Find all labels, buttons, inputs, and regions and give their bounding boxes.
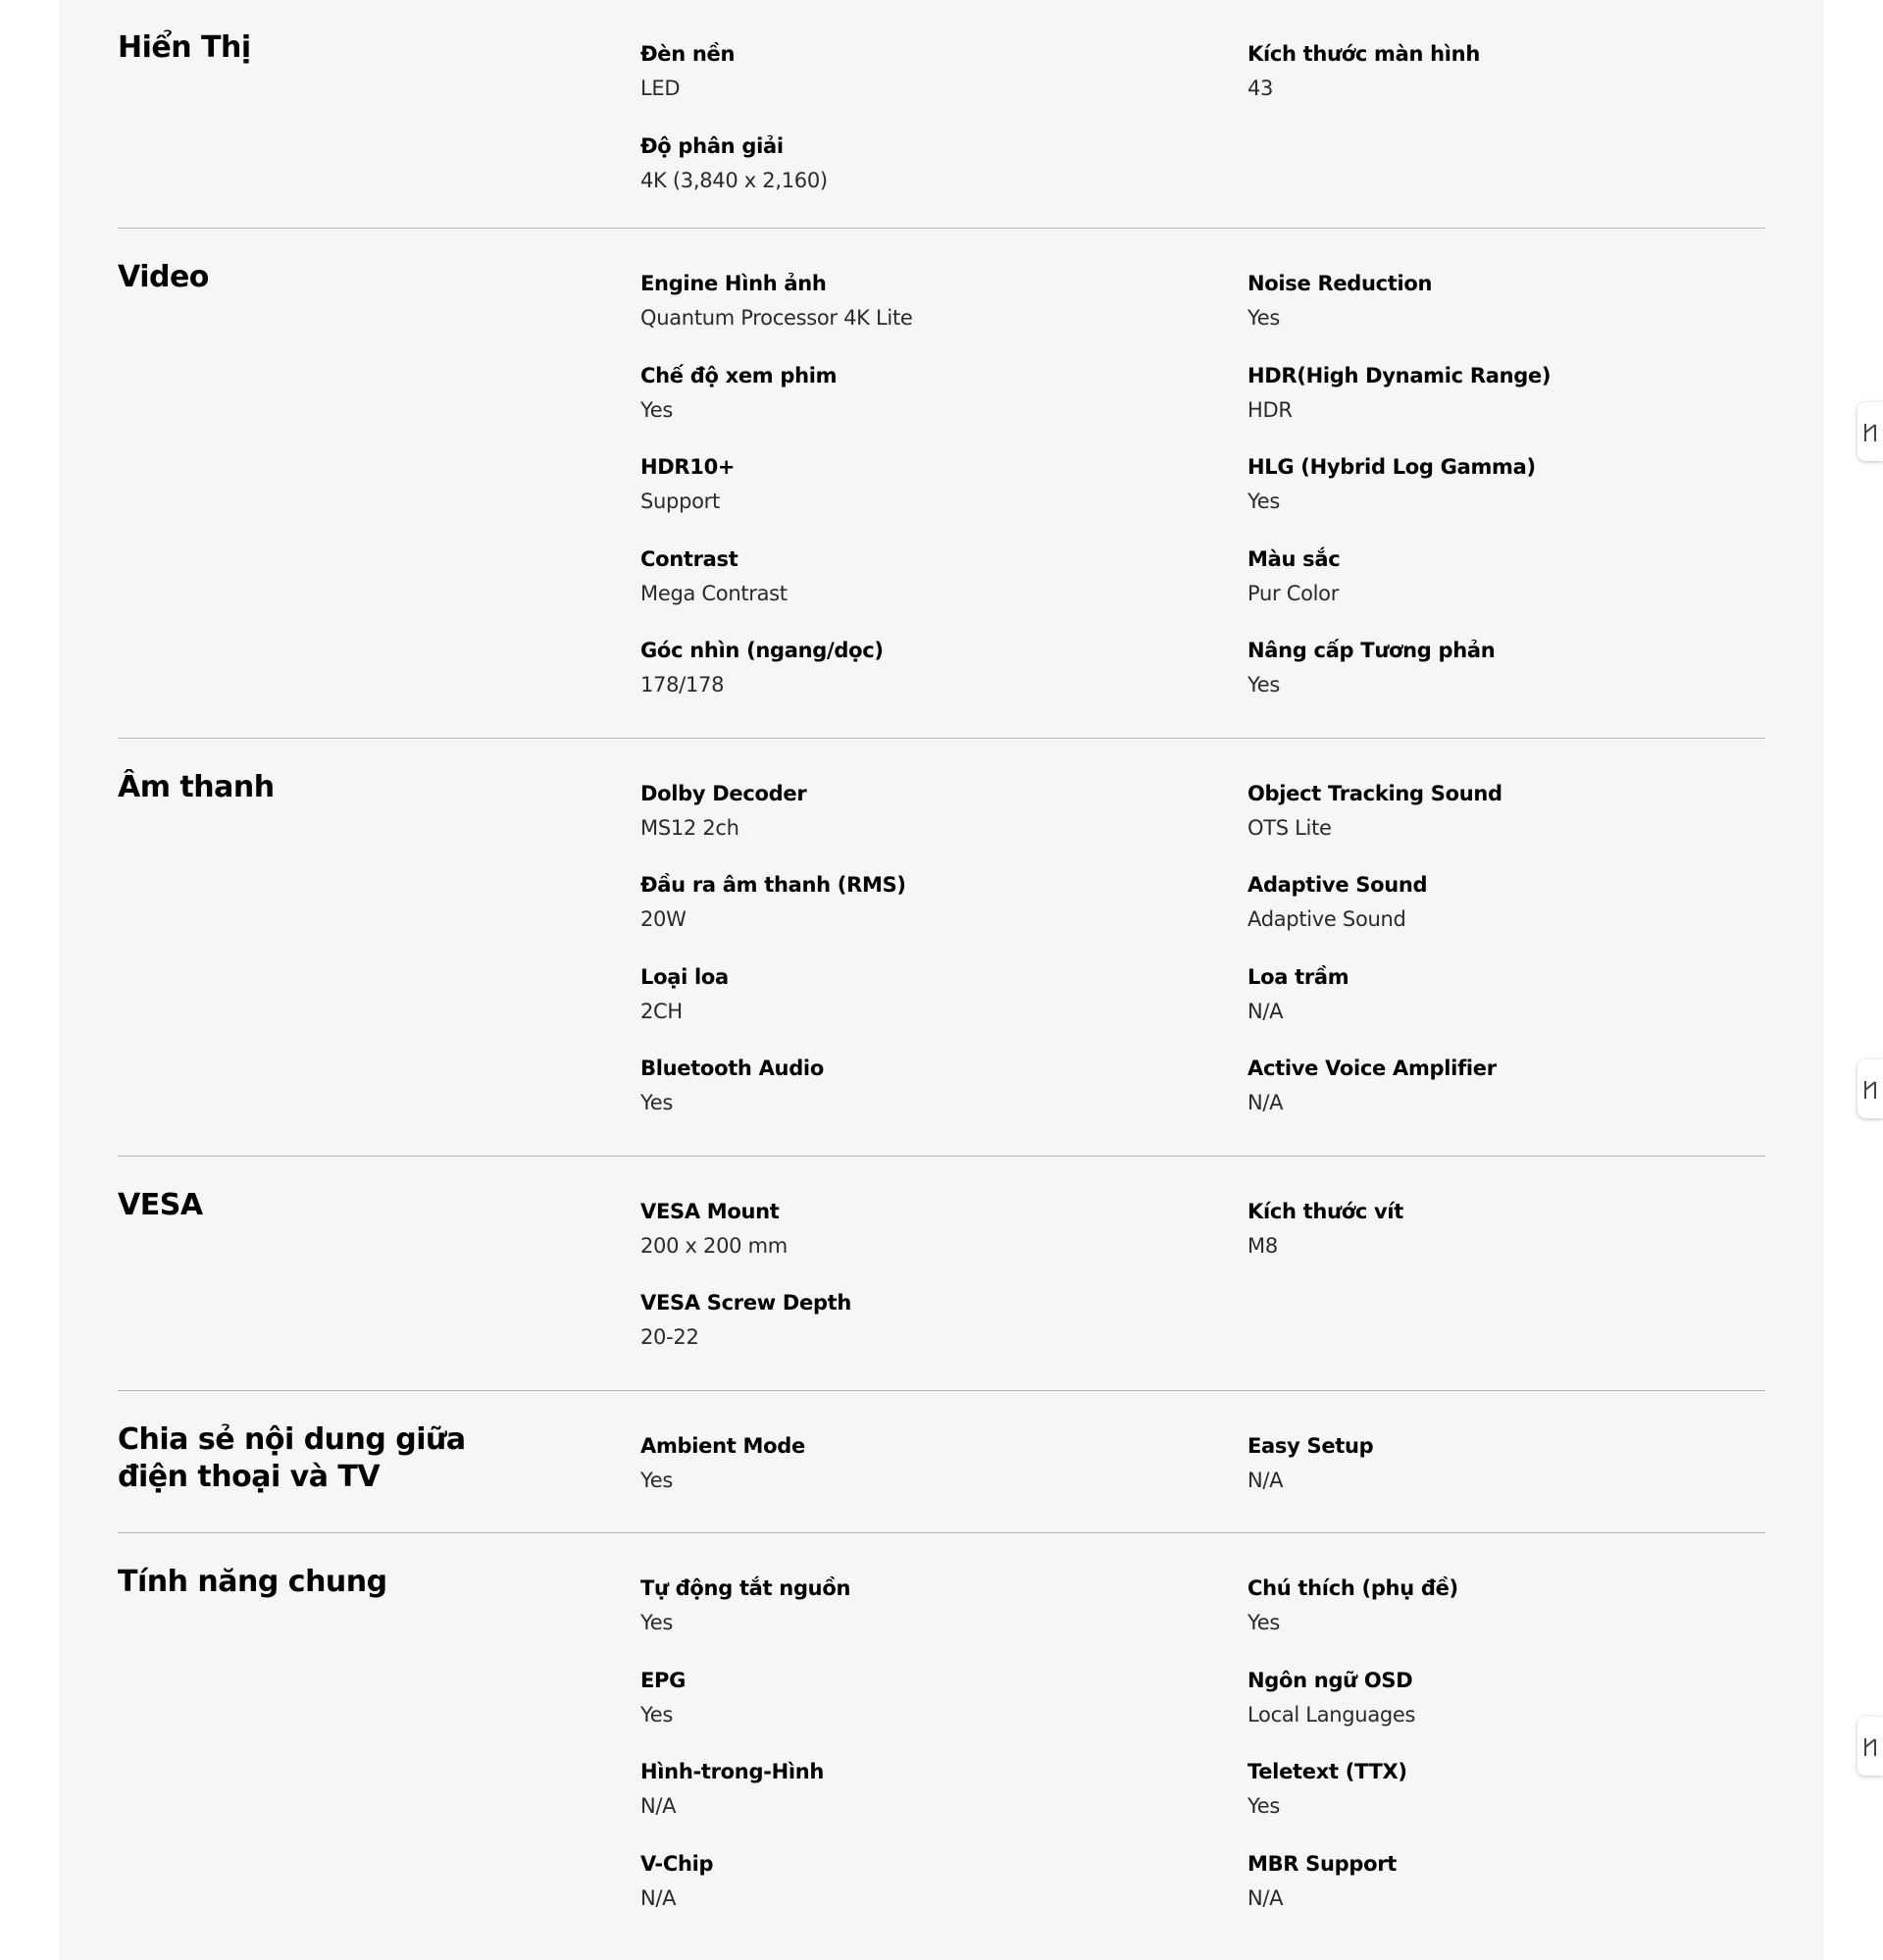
spec-label: Easy Setup: [1247, 1433, 1374, 1458]
spec-label: VESA Screw Depth: [640, 1291, 852, 1315]
spec-label: Ambient Mode: [640, 1433, 805, 1458]
spec-value: N/A: [1247, 1468, 1284, 1492]
spec-label: V-Chip: [640, 1851, 714, 1876]
spec-item: [640, 870, 1190, 934]
spec-value: HDR: [1247, 397, 1293, 422]
spec-label: Đèn nền: [640, 42, 736, 66]
spec-label: Đầu ra âm thanh (RMS): [640, 873, 906, 897]
spec-value: 4K (3,840 x 2,160): [640, 168, 828, 192]
spec-label: Adaptive Sound: [1247, 873, 1428, 897]
spec-item: [640, 361, 1190, 425]
section-title: Video: [118, 260, 209, 294]
spec-item: [640, 1054, 1190, 1117]
spec-label: EPG: [640, 1668, 687, 1692]
spec-label: Active Voice Amplifier: [1247, 1057, 1497, 1080]
spec-item: [1247, 1757, 1797, 1821]
spec-value: Yes: [1247, 673, 1280, 696]
spec-item: [1247, 1431, 1797, 1495]
spec-label: Độ phân giải: [640, 133, 784, 158]
spec-item: [640, 779, 1190, 843]
spec-label: HDR(High Dynamic Range): [1247, 363, 1552, 387]
spec-label: Loại loa: [640, 964, 729, 989]
spec-value: Yes: [640, 1091, 673, 1114]
spec-value: Yes: [1247, 490, 1280, 513]
spec-label: Object Tracking Sound: [1247, 781, 1502, 805]
spec-value: 178/178: [640, 673, 725, 696]
spec-item: [1247, 361, 1797, 425]
spec-item: [1247, 452, 1797, 516]
spec-label: HLG (Hybrid Log Gamma): [1247, 455, 1536, 479]
spec-value: 200 x 200 mm: [640, 1233, 788, 1258]
spec-item: [640, 1431, 1190, 1495]
spec-label: Nâng cấp Tương phản: [1247, 639, 1496, 662]
spec-item: [640, 1849, 1190, 1913]
spec-item: [640, 962, 1190, 1026]
spec-label: Tự động tắt nguồn: [640, 1576, 851, 1600]
spec-value: N/A: [1247, 999, 1284, 1023]
spec-item: [1247, 870, 1797, 934]
spec-value: N/A: [640, 1794, 677, 1818]
spec-item: [1247, 779, 1797, 843]
spec-item: [1247, 269, 1797, 333]
spec-section: [118, 1392, 1765, 1534]
spec-value: MS12 2ch: [640, 815, 739, 840]
spec-item: [1247, 544, 1797, 608]
compare-icon: [1862, 422, 1878, 443]
spec-item: [640, 1197, 1190, 1261]
spec-item: [1247, 962, 1797, 1026]
spec-item: [640, 452, 1190, 516]
spec-item: [640, 544, 1190, 608]
spec-item: [1247, 1849, 1797, 1913]
spec-item: [1247, 1573, 1797, 1637]
spec-label: Ngôn ngữ OSD: [1247, 1668, 1413, 1692]
spec-label: Hình-trong-Hình: [640, 1760, 825, 1783]
spec-section: [118, 1158, 1765, 1391]
spec-value: N/A: [1247, 1885, 1284, 1910]
spec-value: 20-22: [640, 1325, 699, 1349]
spec-label: MBR Support: [1247, 1851, 1398, 1876]
spec-item: [1247, 39, 1797, 103]
spec-item: [640, 1573, 1190, 1637]
spec-label: Chế độ xem phim: [640, 363, 838, 387]
spec-label: Chú thích (phụ đề): [1247, 1576, 1458, 1600]
spec-section: [118, 1534, 1765, 1950]
spec-item: [640, 1666, 1190, 1729]
spec-label: Noise Reduction: [1247, 272, 1433, 295]
spec-value: Quantum Processor 4K Lite: [640, 306, 913, 330]
spec-value: Yes: [640, 397, 673, 422]
spec-item: [640, 1757, 1190, 1821]
side-compare-tab[interactable]: [1858, 1717, 1883, 1776]
spec-value: Yes: [640, 1702, 673, 1727]
spec-item: [1247, 1666, 1797, 1729]
spec-value: Yes: [1247, 1611, 1280, 1634]
spec-value: Yes: [1247, 306, 1280, 330]
spec-label: Kích thước vít: [1247, 1199, 1404, 1223]
spec-label: Màu sắc: [1247, 546, 1341, 571]
spec-label: HDR10+: [640, 455, 736, 479]
compare-icon: [1862, 1736, 1878, 1758]
spec-item: [1247, 636, 1797, 699]
spec-value: Yes: [1247, 1794, 1280, 1818]
spec-value: Support: [640, 490, 720, 513]
spec-label: VESA Mount: [640, 1199, 780, 1223]
spec-label: Loa trầm: [1247, 964, 1349, 989]
spec-item: [640, 131, 1190, 195]
spec-label: Góc nhìn (ngang/dọc): [640, 639, 884, 662]
spec-value: OTS Lite: [1247, 815, 1332, 840]
section-title: Tính năng chung: [118, 1565, 387, 1599]
spec-value: 2CH: [640, 999, 683, 1023]
spec-value: 43: [1247, 77, 1274, 100]
side-compare-tab[interactable]: [1858, 1059, 1883, 1118]
spec-value: N/A: [1247, 1091, 1284, 1114]
spec-value: M8: [1247, 1233, 1278, 1258]
section-title: VESA: [118, 1187, 203, 1222]
spec-value: Pur Color: [1247, 581, 1340, 605]
spec-section: [118, 740, 1765, 1157]
section-title: Hiển Thị: [118, 30, 251, 65]
spec-label: Engine Hình ảnh: [640, 272, 827, 295]
spec-value: N/A: [640, 1885, 677, 1910]
spec-label: Bluetooth Audio: [640, 1057, 824, 1080]
spec-label: Teletext (TTX): [1247, 1760, 1407, 1783]
spec-item: [1247, 1054, 1797, 1117]
spec-item: [640, 1288, 1190, 1352]
spec-value: Yes: [640, 1468, 673, 1492]
compare-icon: [1862, 1079, 1878, 1101]
side-compare-tab[interactable]: [1858, 402, 1883, 461]
spec-label: Kích thước màn hình: [1247, 42, 1480, 66]
section-title: Âm thanh: [118, 769, 275, 804]
spec-value: Yes: [640, 1611, 673, 1634]
spec-item: [640, 269, 1190, 333]
spec-label: Contrast: [640, 546, 738, 571]
spec-section: [118, 0, 1765, 229]
spec-item: [640, 636, 1190, 699]
spec-value: Local Languages: [1247, 1702, 1416, 1727]
spec-item: [1247, 1197, 1797, 1261]
spec-value: Mega Contrast: [640, 581, 788, 605]
spec-item: [640, 39, 1190, 103]
spec-label: Dolby Decoder: [640, 781, 807, 805]
spec-value: Adaptive Sound: [1247, 907, 1406, 931]
section-title: Chia sẻ nội dung giữa điện thoại và TV: [118, 1421, 466, 1494]
spec-value: LED: [640, 77, 681, 100]
spec-value: 20W: [640, 907, 687, 931]
specs-panel: [59, 0, 1824, 1960]
spec-section: [118, 230, 1765, 739]
